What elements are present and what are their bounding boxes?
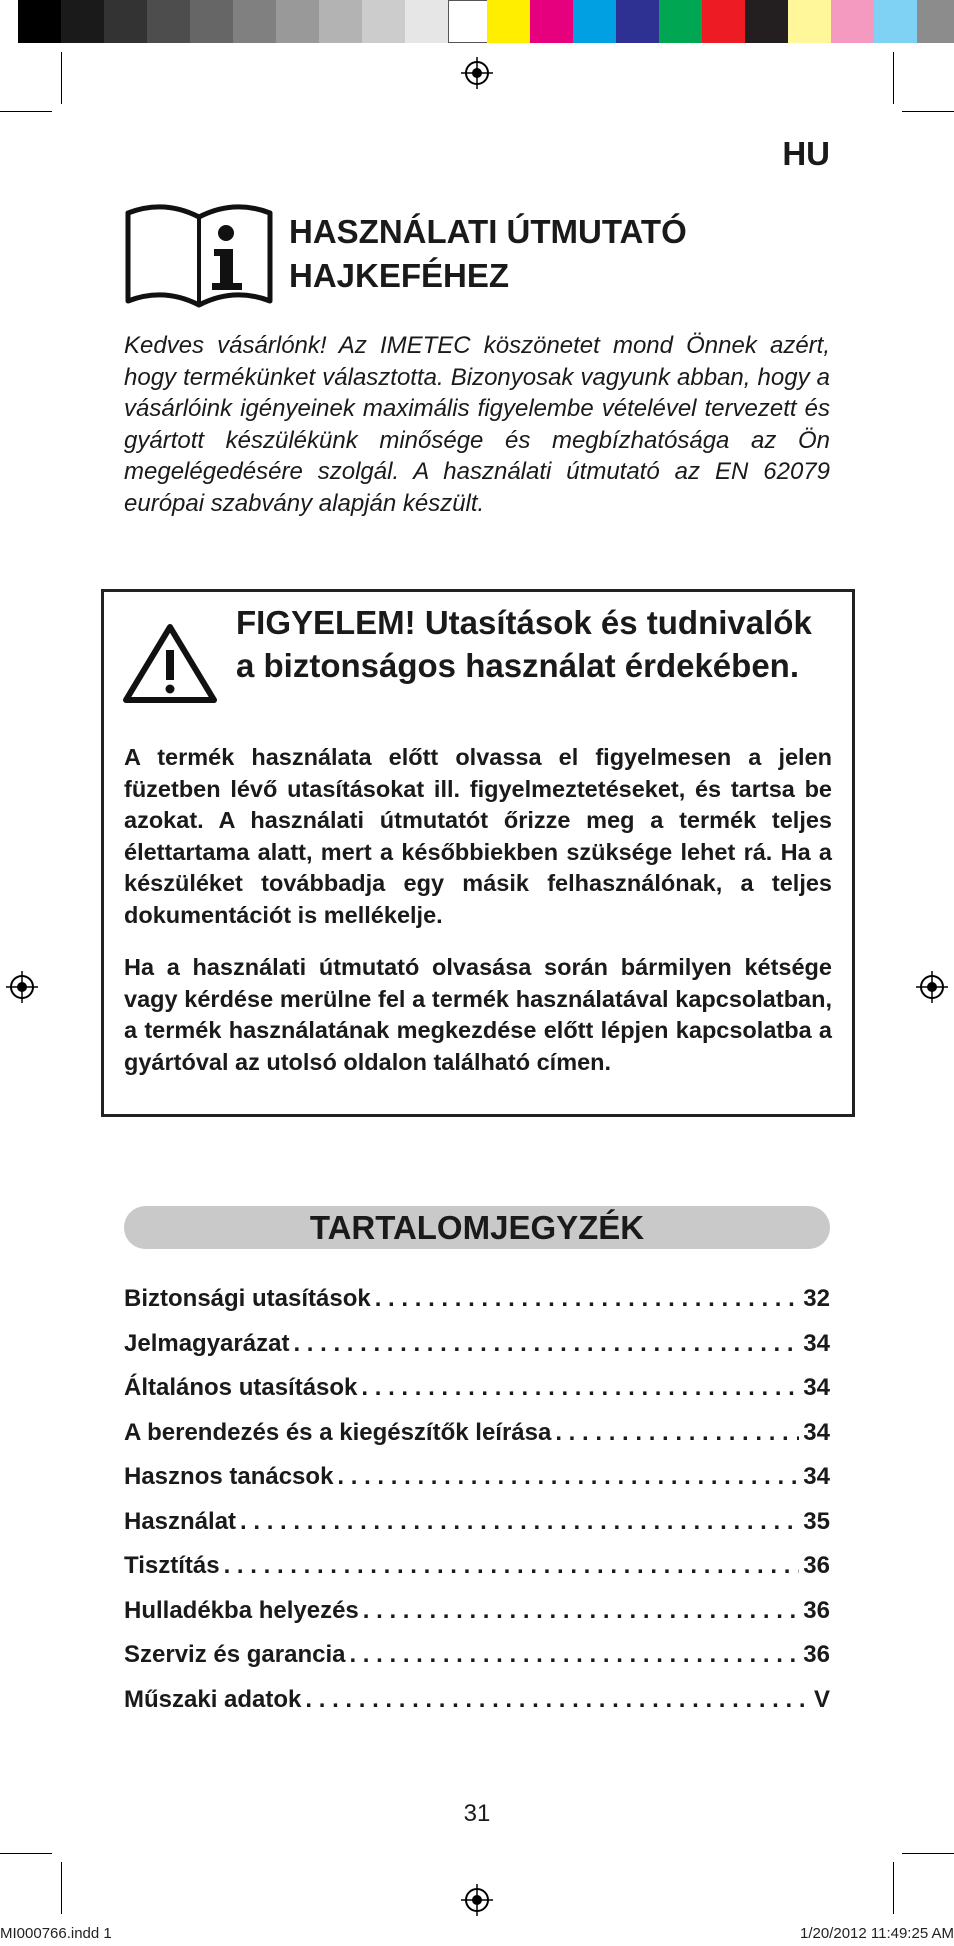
crop-mark (902, 1853, 954, 1854)
toc-entry-label: Általános utasítások (124, 1374, 358, 1401)
crop-mark (0, 111, 52, 112)
intro-paragraph: Kedves vásárlónk! Az IMETEC köszönetet mond Önnek azért, hogy termékünket választotta. Bizonyosak vagyunk abban, hogy a vásárlóink igényeinek maximális figyelembe vételével tervezett és gyártott készülékünk minősége és megbízhatósága az Ön megelégedésére szolgál. A használati útmutató az EN 62079 európai szabvány alapján készült. (124, 332, 830, 517)
color-swatch (487, 0, 530, 43)
language-code: HU (782, 135, 830, 172)
toc-entry-page: 36 (803, 1552, 830, 1579)
crop-mark (61, 1862, 62, 1914)
color-swatch (616, 0, 659, 43)
color-swatch (448, 0, 491, 43)
toc-entry (124, 1419, 830, 1464)
color-swatch (831, 0, 874, 43)
toc-leader-dots (375, 1285, 800, 1313)
crop-mark (893, 52, 894, 104)
registration-mark-icon (915, 970, 949, 1004)
info-manual-icon (124, 197, 274, 309)
toc-entry (124, 1463, 830, 1508)
grayscale-color-bar (18, 0, 491, 43)
color-swatch (702, 0, 745, 43)
toc-entry (124, 1686, 830, 1731)
crop-mark (61, 52, 62, 104)
toc-leader-dots (361, 1374, 799, 1402)
toc-entry-page: 35 (803, 1507, 830, 1535)
warning-triangle-icon (122, 622, 218, 704)
toc-entry-label: Jelmagyarázat (124, 1329, 290, 1357)
color-swatch (659, 0, 702, 43)
toc-entry-page: 34 (803, 1374, 830, 1401)
toc-leader-dots (555, 1419, 799, 1447)
toc-entry-page: 34 (803, 1463, 830, 1490)
crop-mark (893, 1862, 894, 1914)
toc-entry-label: Hasznos tanácsok (124, 1463, 334, 1490)
toc-entry-label: Műszaki adatok (124, 1685, 302, 1713)
warning-paragraph: Ha a használati útmutató olvasása során bármilyen kétsége vagy kérdése merülne fel a termék használatával kapcsolatban, a termék használatának megkezdése előtt lépjen kapcsolatba a gyártóval az utolsó oldalon található címen. (124, 954, 832, 1075)
color-swatch (530, 0, 573, 43)
color-swatch (319, 0, 362, 43)
registration-mark-icon (5, 970, 39, 1004)
color-swatch (788, 0, 831, 43)
crop-mark (902, 111, 954, 112)
page-title (289, 210, 687, 298)
title-line: HAJKEFÉHEZ (289, 257, 510, 294)
toc-entry-page: 32 (803, 1285, 830, 1312)
color-swatch (874, 0, 917, 43)
slug-filename: MI000766.indd 1 (0, 1925, 112, 1942)
toc-leader-dots (240, 1508, 799, 1536)
toc-leader-dots (363, 1597, 800, 1625)
toc-entry (124, 1508, 830, 1553)
color-swatch (405, 0, 448, 43)
color-swatch (233, 0, 276, 43)
warning-title: FIGYELEM! Utasítások és tudnivalók a biztonságos használat érdekében. (236, 604, 812, 684)
toc-entry-page: 34 (803, 1329, 830, 1357)
toc-entry (124, 1374, 830, 1419)
toc-entry (124, 1552, 830, 1597)
color-swatch (18, 0, 61, 43)
toc-entry-label: Biztonsági utasítások (124, 1285, 371, 1312)
process-color-bar (487, 0, 954, 43)
toc-entry (124, 1641, 830, 1686)
registration-mark-icon (460, 1883, 494, 1917)
page-number: 31 (463, 1800, 491, 1827)
color-swatch (917, 0, 954, 43)
toc-entry-label: Használat (124, 1507, 237, 1535)
title-line: HASZNÁLATI ÚTMUTATÓ (289, 213, 687, 250)
toc-entry-label: Tisztítás (124, 1552, 220, 1579)
toc-leader-dots (293, 1330, 799, 1358)
color-swatch (190, 0, 233, 43)
color-swatch (104, 0, 147, 43)
color-swatch (362, 0, 405, 43)
registration-mark-icon (460, 56, 494, 90)
toc-entry-label: A berendezés és a kiegészítők leírása (124, 1418, 552, 1446)
slug-timestamp: 1/20/2012 11:49:25 AM (799, 1925, 954, 1942)
toc-entry-page: 36 (803, 1641, 830, 1668)
toc-entry-label: Hulladékba helyezés (124, 1596, 359, 1624)
toc-leader-dots (305, 1686, 810, 1714)
toc-entry-page: 34 (803, 1418, 830, 1446)
toc-leader-dots (224, 1552, 800, 1580)
toc-leader-dots (337, 1463, 799, 1491)
color-swatch (745, 0, 788, 43)
warning-paragraph: A termék használata előtt olvassa el figyelmesen a jelen füzetben lévő utasításokat ill. figyelmeztetéseket, és tartsa be azokat. A használati útmutatót őrizze meg a termék teljes élettartama alatt, mert a későbbiekben szüksége lehet rá. Ha a készüléket továbbadja egy másik felhasználónak, a teljes dokumentációt is mellékelje. (124, 744, 832, 928)
color-swatch (61, 0, 104, 43)
toc-leader-dots (349, 1641, 799, 1669)
toc-entry (124, 1285, 830, 1330)
color-swatch (147, 0, 190, 43)
toc-entry-page: 36 (803, 1596, 830, 1624)
table-of-contents (124, 1285, 830, 1730)
color-swatch (573, 0, 616, 43)
color-swatch (276, 0, 319, 43)
toc-entry (124, 1330, 830, 1375)
toc-entry (124, 1597, 830, 1642)
toc-heading: TARTALOMJEGYZÉK (124, 1206, 830, 1249)
crop-mark (0, 1853, 52, 1854)
toc-entry-label: Szerviz és garancia (124, 1641, 346, 1668)
toc-entry-page: V (813, 1685, 830, 1713)
